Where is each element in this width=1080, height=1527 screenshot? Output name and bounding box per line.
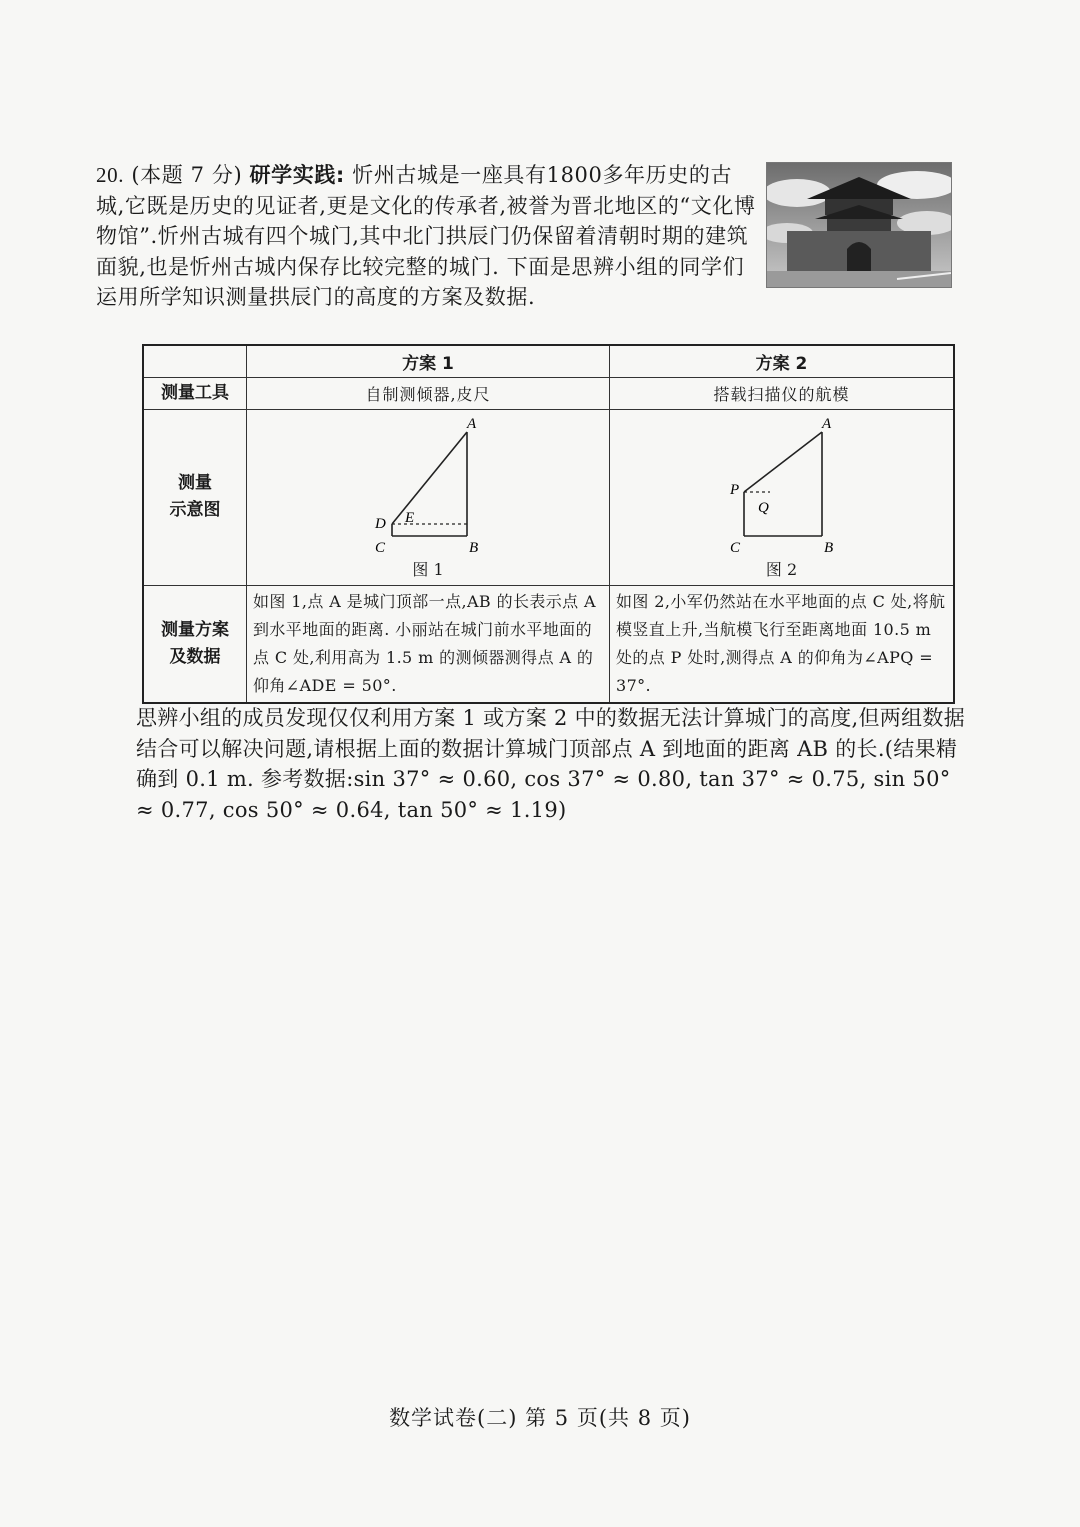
figure2-cell [610,409,955,585]
scheme2-tool: 搭载扫描仪的航模 [610,377,955,409]
label-E: E [405,510,415,526]
corner-cell [143,345,247,377]
label-C: C [730,540,741,556]
scheme1-tool: 自制测倾器,皮尺 [247,377,610,409]
scheme1-description: 如图 1,点 A 是城门顶部一点,AB 的长表示点 A 到水平地面的距离. 小丽站在城门前水平地面的点 C 处,利用高为 1.5 m 的测倾器测得点 A 的仰角∠ADE = 50°. [247,585,610,703]
problem-intro: 忻州古城是一座具有1800多年历史的古城,它既是历史的见证者,更是文化的传承者,被誉为晋北地区的“文化博物馆”.忻州古城有四个城门,其中北门拱辰门仍保留着清朝时期的建筑面貌,也是忻州古城内保存比较完整的城门. 下面是思辨小组的同学们运用所学知识测量拱辰门的高度的方案及数据. [96,163,756,309]
line-PA [744,432,822,492]
label-C: C [375,540,386,556]
problem-statement [96,160,756,313]
data-label [143,585,247,703]
scheme-table [142,344,955,704]
figure2-caption: 图 2 [765,560,798,579]
city-gate-photo [766,162,952,288]
problem-number: 20. [96,163,125,187]
problem-points: (本题 7 分) [131,163,243,187]
data-row [143,585,954,703]
label-B: B [824,540,834,556]
data-label-line2: 及数据 [169,646,221,667]
question-text: 思辨小组的成员发现仅仅利用方案 1 或方案 2 中的数据无法计算城门的高度,但两组数据结合可以解决问题,请根据上面的数据计算城门顶部点 A 到地面的距离 AB 的长.(结果精确到 0.1 m. 参考数据:sin 37° ≈ 0.60, cos 37° ≈ 0.80, tan 37° ≈ 0.75, sin 50° ≈ 0.77, cos 50° ≈ 0.64, tan 50° ≈ 1.19) [136,706,965,822]
label-D: D [375,516,386,532]
page-footer: 数学试卷(二) 第 5 页(共 8 页) [389,1406,691,1430]
figure1 [247,410,609,584]
tool-row [143,377,954,409]
header-row [143,345,954,377]
label-B: B [469,540,479,556]
tool-label: 测量工具 [143,377,247,409]
data-label-line1: 测量方案 [161,619,229,640]
figure2 [610,410,953,584]
diagram-label [143,409,247,585]
scheme2-header: 方案 2 [610,345,955,377]
diagram-label-line1: 测量 [178,473,212,493]
label-Q: Q [758,500,769,516]
scheme1-header: 方案 1 [247,345,610,377]
figure1-cell [247,409,610,585]
diagram-label-line2: 示意图 [169,500,221,520]
label-A: A [467,416,477,432]
label-A: A [822,416,832,432]
figure1-caption: 图 1 [412,560,444,579]
problem-tag: 研学实践: [249,163,345,187]
diagram-row [143,409,954,585]
scheme2-description: 如图 2,小军仍然站在水平地面的点 C 处,将航模竖直上升,当航模飞行至距离地面 10.5 m 处的点 P 处时,测得点 A 的仰角为∠APQ = 37°. [610,585,955,703]
line-DA [392,432,467,524]
label-P: P [730,482,740,498]
